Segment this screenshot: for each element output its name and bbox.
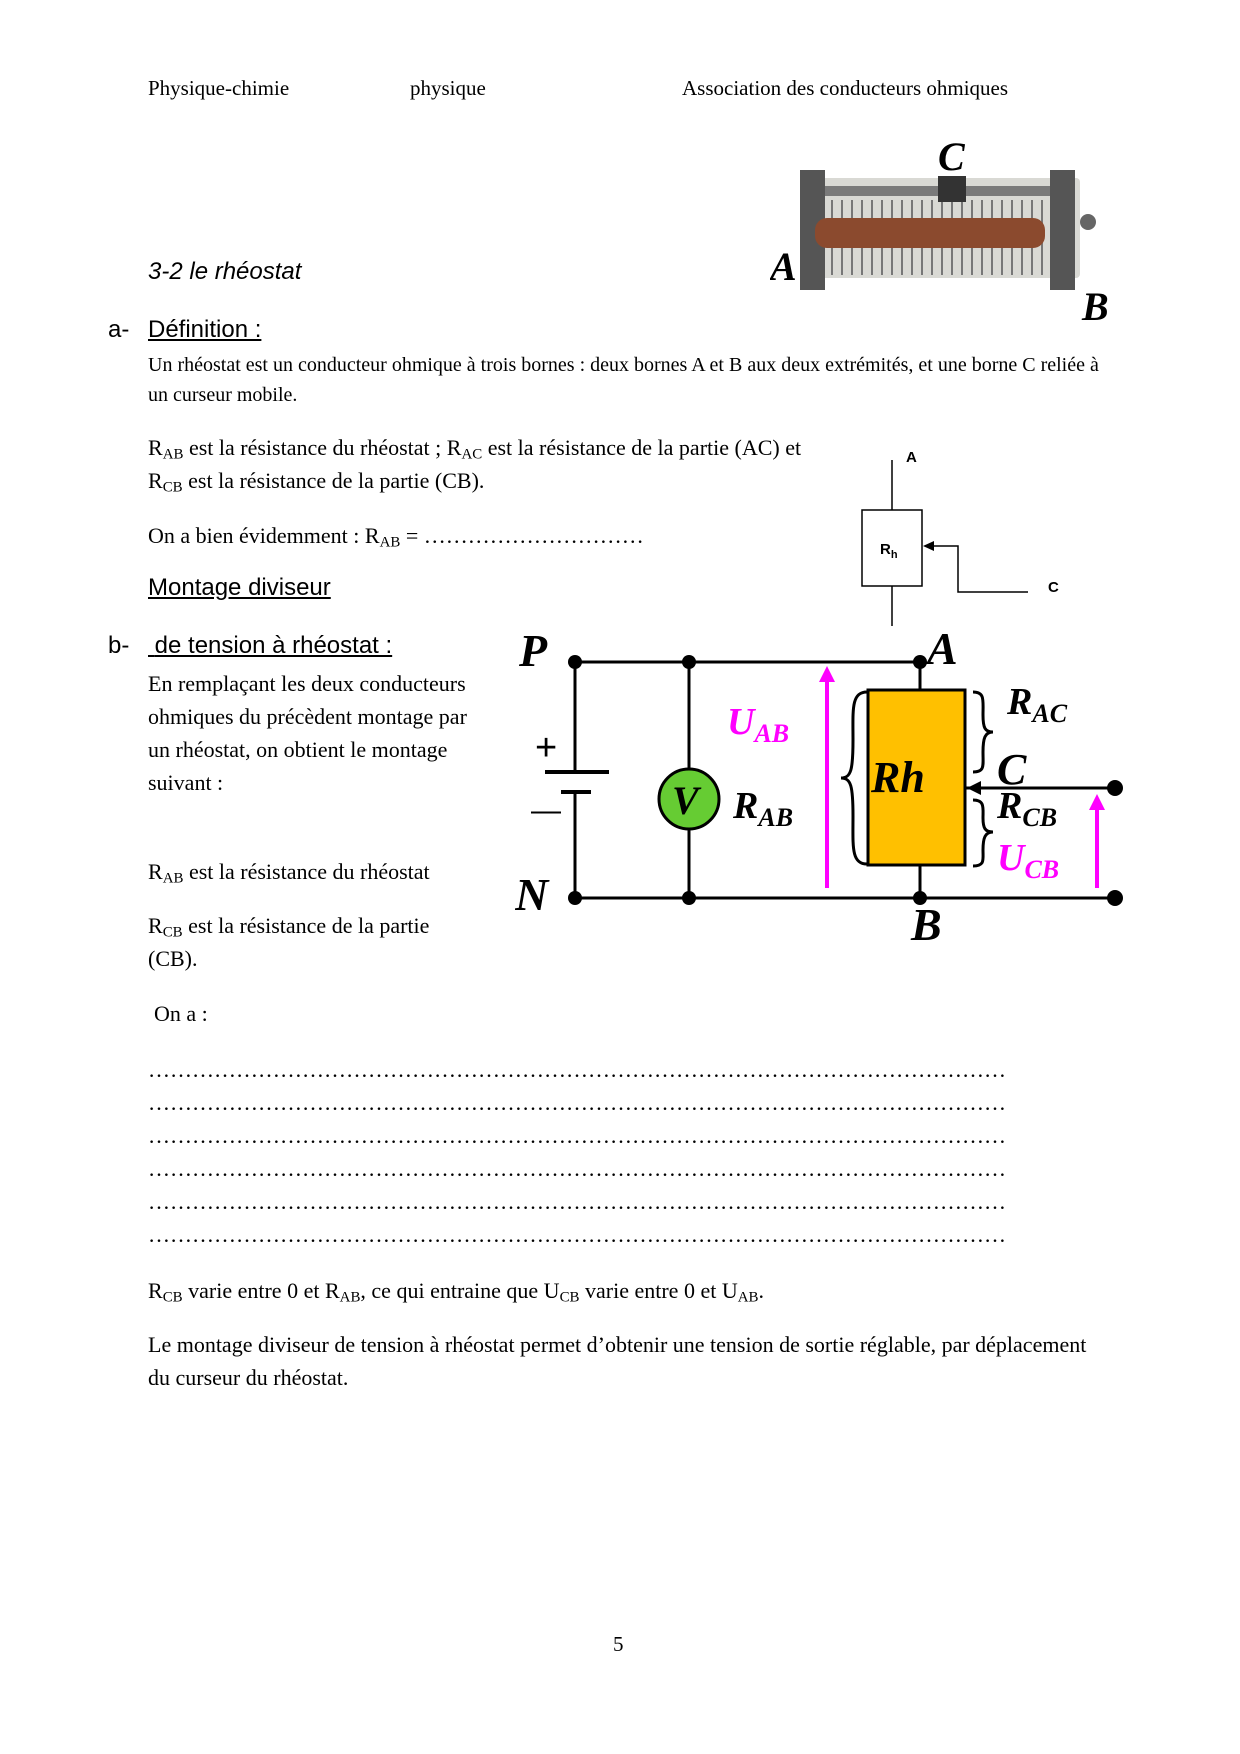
montage-rab-line: $R_{AB}$ est la résistance du rhéostat	[148, 859, 430, 887]
symbol-cursor-arrow	[923, 541, 934, 551]
rheostat-label: Rh	[871, 753, 925, 802]
circuit-label-uab: $U_{AB}$	[727, 701, 790, 748]
montage-on-a: On a :	[154, 1001, 208, 1026]
photo-label-b: B	[1082, 284, 1109, 329]
symbol-label-c: C	[1048, 579, 1059, 596]
rac-brace	[973, 692, 993, 772]
dotted-line-3: ………………………………………………………………………………………………………	[148, 1123, 1006, 1148]
symbol-label-rh: $R_h$	[880, 541, 898, 561]
circuit-diagram	[515, 620, 1135, 950]
battery-plus: +	[535, 727, 558, 769]
dotted-line-1: ………………………………………………………………………………………………………	[148, 1057, 1006, 1082]
photo-label-a: A	[770, 244, 797, 289]
circuit-label-rab: $R_{AB}$	[733, 785, 794, 832]
ucb-arrow-head	[1089, 794, 1105, 810]
symbol-rh-box	[862, 510, 922, 586]
photo-label-c: C	[938, 140, 965, 179]
montage-text: En remplaçant les deux conducteurs ohmiques du précèdent montage par un rhéostat, on obtient le montage suivant :	[148, 671, 467, 795]
page-number: 5	[613, 1632, 624, 1656]
conclusion-final: Le montage diviseur de tension à rhéostat permet d’obtenir une tension de sortie réglable, par déplacement du curseur du rhéostat.	[148, 1332, 1087, 1390]
header-chapter: Association des conducteurs ohmiques	[682, 76, 1009, 100]
symbol-cursor-wire	[928, 546, 1028, 592]
voltmeter-label: V	[672, 778, 699, 823]
definition-para3: On a bien évidemment : $R_{AB}$ = …………………………	[148, 523, 644, 551]
rab-brace	[841, 692, 867, 864]
photo-right-bracket	[1050, 170, 1075, 290]
circuit-label-b: B	[911, 899, 942, 950]
circuit-label-p: P	[519, 625, 548, 676]
photo-rail	[825, 186, 1050, 196]
dotted-line-4: ………………………………………………………………………………………………………	[148, 1156, 1006, 1181]
uab-arrow-head	[819, 666, 835, 682]
circuit-label-c: C	[997, 745, 1027, 794]
circuit-label-rac: $R_{AC}$	[1007, 681, 1068, 728]
circuit-label-rcb: $R_{CB}$	[997, 785, 1058, 832]
header-branch: physique	[410, 76, 486, 100]
montage-heading-2: de tension à rhéostat :	[154, 632, 393, 659]
circuit-label-n: N	[515, 869, 549, 920]
rcb-brace	[973, 800, 993, 866]
photo-slider	[938, 176, 966, 202]
circuit-label-a: A	[927, 623, 958, 674]
circuit-label-ucb: $U_{CB}$	[997, 837, 1060, 884]
rheostat-symbol	[850, 440, 1090, 630]
definition-para2: $R_{AB}$ est la résistance du rhéostat ; $R_{AC}$ est la résistance de la partie (AC) et $R_{CB}$ est la résistance de la partie (CB).	[148, 435, 802, 496]
section-title: 3-2 le rhéostat	[148, 258, 302, 285]
montage-marker: b-	[108, 632, 130, 659]
montage-heading-1: Montage diviseur	[148, 574, 331, 601]
photo-terminal-screw	[1080, 214, 1096, 230]
header-subject: Physique-chimie	[148, 76, 290, 100]
rheostat-photo	[770, 140, 1130, 330]
battery-minus: —	[531, 794, 561, 827]
definition-text: Un rhéostat est un conducteur ohmique à trois bornes : deux bornes A et B aux deux extrémités, et une borne C reliée à un curseur mobile.	[148, 354, 1099, 406]
dotted-line-2: ………………………………………………………………………………………………………	[148, 1090, 1006, 1115]
cursor-arrow	[967, 781, 981, 795]
montage-rcb-line: $R_{CB}$ est la résistance de la partie (CB).	[148, 913, 430, 971]
definition-marker: a-	[108, 316, 130, 343]
symbol-label-a: A	[906, 449, 917, 466]
dotted-line-6: ………………………………………………………………………………………………………	[148, 1222, 1006, 1247]
definition-heading: Définition :	[148, 316, 262, 343]
conclusion-variation: $R_{CB}$ varie entre 0 et $R_{AB}$, ce qui entraine que $U_{CB}$ varie entre 0 et $U_{AB}$.	[148, 1278, 764, 1306]
dotted-line-5: ………………………………………………………………………………………………………	[148, 1189, 1006, 1214]
photo-coil-core	[815, 218, 1045, 248]
